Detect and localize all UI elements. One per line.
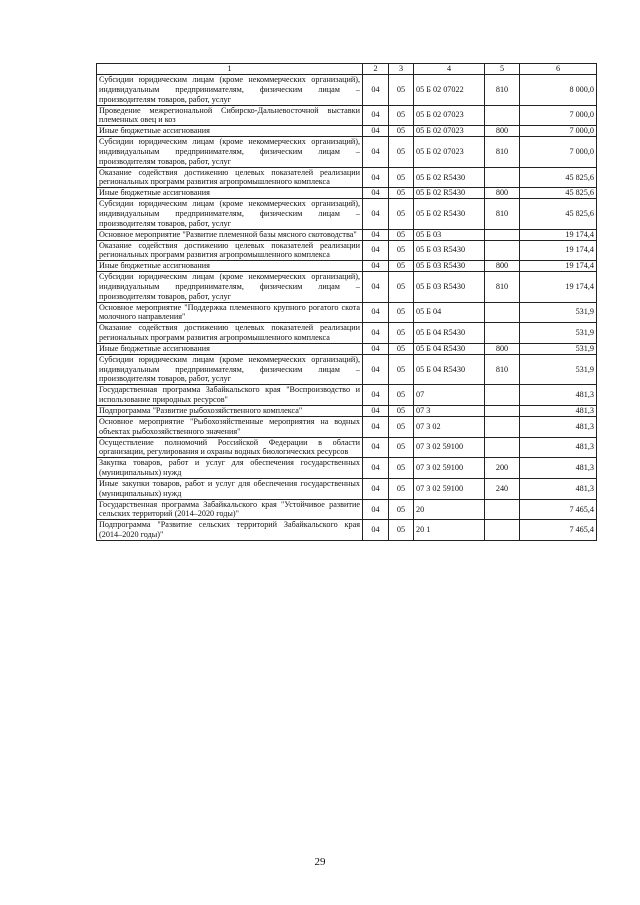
table-row <box>97 385 597 406</box>
row-subsection-cell: 05 <box>389 437 414 458</box>
row-section-cell: 04 <box>363 343 389 354</box>
header-cell: 1 <box>97 64 363 75</box>
row-subsection-cell: 05 <box>389 126 414 137</box>
row-amount-cell: 481,3 <box>520 478 597 499</box>
row-section-cell: 04 <box>363 126 389 137</box>
row-expense-type-cell <box>485 406 520 417</box>
row-target-article-cell: 05 Б 04 <box>414 302 485 323</box>
table-row <box>97 458 597 479</box>
row-expense-type-cell <box>485 229 520 240</box>
row-name-cell: Основное мероприятие "Рыбохозяйственные мероприятия на водных объектах рыбохозяйственного значения" <box>97 416 363 437</box>
row-subsection-cell: 05 <box>389 458 414 479</box>
row-subsection-cell: 05 <box>389 188 414 199</box>
row-target-article-cell: 05 Б 03 <box>414 229 485 240</box>
row-target-article-cell: 05 Б 02 07023 <box>414 126 485 137</box>
row-expense-type-cell <box>485 520 520 541</box>
row-amount-cell: 531,9 <box>520 354 597 385</box>
row-target-article-cell: 05 Б 02 R5430 <box>414 167 485 188</box>
row-subsection-cell: 05 <box>389 240 414 261</box>
row-name-cell: Иные бюджетные ассигнования <box>97 261 363 272</box>
row-subsection-cell: 05 <box>389 137 414 168</box>
row-expense-type-cell: 800 <box>485 343 520 354</box>
header-cell: 3 <box>389 64 414 75</box>
table-row <box>97 499 597 520</box>
row-name-cell: Иные бюджетные ассигнования <box>97 188 363 199</box>
row-name-cell: Оказание содействия достижению целевых показателей реализации региональных программ развития агропромышленного комплекса <box>97 167 363 188</box>
row-amount-cell: 531,9 <box>520 343 597 354</box>
row-amount-cell: 19 174,4 <box>520 240 597 261</box>
row-name-cell: Иные закупки товаров, работ и услуг для обеспечения государственных (муниципальных) нужд <box>97 478 363 499</box>
row-target-article-cell: 05 Б 03 R5430 <box>414 240 485 261</box>
header-cell: 6 <box>520 64 597 75</box>
row-target-article-cell: 07 3 02 59100 <box>414 437 485 458</box>
header-cell: 2 <box>363 64 389 75</box>
row-amount-cell: 481,3 <box>520 437 597 458</box>
header-cell: 4 <box>414 64 485 75</box>
row-name-cell: Субсидии юридическим лицам (кроме некоммерческих организаций), индивидуальным предпринимателям, физическим лицам – производителям товаров, работ, услуг <box>97 137 363 168</box>
table-row <box>97 126 597 137</box>
row-target-article-cell: 05 Б 02 R5430 <box>414 199 485 230</box>
row-section-cell: 04 <box>363 520 389 541</box>
table-header-row <box>97 64 597 75</box>
row-name-cell: Проведение межрегиональной Сибирско-Дальневосточной выставки племенных овец и коз <box>97 105 363 126</box>
row-target-article-cell: 05 Б 04 R5430 <box>414 354 485 385</box>
row-expense-type-cell <box>485 105 520 126</box>
row-subsection-cell: 05 <box>389 416 414 437</box>
table-row <box>97 416 597 437</box>
row-name-cell: Оказание содействия достижению целевых показателей реализации региональных программ развития агропромышленного комплекса <box>97 323 363 344</box>
header-cell: 5 <box>485 64 520 75</box>
row-section-cell: 04 <box>363 385 389 406</box>
row-expense-type-cell: 810 <box>485 75 520 106</box>
row-section-cell: 04 <box>363 478 389 499</box>
row-section-cell: 04 <box>363 354 389 385</box>
row-expense-type-cell: 800 <box>485 188 520 199</box>
row-name-cell: Субсидии юридическим лицам (кроме некоммерческих организаций), индивидуальным предпринимателям, физическим лицам – производителям товаров, работ, услуг <box>97 75 363 106</box>
row-subsection-cell: 05 <box>389 499 414 520</box>
row-target-article-cell: 07 3 02 59100 <box>414 458 485 479</box>
row-subsection-cell: 05 <box>389 229 414 240</box>
row-subsection-cell: 05 <box>389 354 414 385</box>
row-amount-cell: 7 000,0 <box>520 105 597 126</box>
row-amount-cell: 7 000,0 <box>520 126 597 137</box>
row-section-cell: 04 <box>363 137 389 168</box>
table-row <box>97 137 597 168</box>
table-row <box>97 167 597 188</box>
row-name-cell: Государственная программа Забайкальского края "Воспроизводство и использование природных ресурсов" <box>97 385 363 406</box>
row-subsection-cell: 05 <box>389 272 414 303</box>
row-amount-cell: 19 174,4 <box>520 272 597 303</box>
row-section-cell: 04 <box>363 188 389 199</box>
row-subsection-cell: 05 <box>389 323 414 344</box>
row-subsection-cell: 05 <box>389 302 414 323</box>
row-amount-cell: 531,9 <box>520 302 597 323</box>
row-expense-type-cell <box>485 240 520 261</box>
table-body <box>97 75 597 541</box>
row-name-cell: Иные бюджетные ассигнования <box>97 126 363 137</box>
row-subsection-cell: 05 <box>389 199 414 230</box>
row-expense-type-cell <box>485 323 520 344</box>
table-row <box>97 75 597 106</box>
row-expense-type-cell <box>485 302 520 323</box>
row-expense-type-cell: 240 <box>485 478 520 499</box>
row-subsection-cell: 05 <box>389 167 414 188</box>
row-amount-cell: 481,3 <box>520 406 597 417</box>
row-expense-type-cell: 200 <box>485 458 520 479</box>
row-target-article-cell: 05 Б 04 R5430 <box>414 343 485 354</box>
table-row <box>97 229 597 240</box>
row-amount-cell: 7 465,4 <box>520 520 597 541</box>
row-target-article-cell: 20 1 <box>414 520 485 541</box>
row-expense-type-cell <box>485 499 520 520</box>
row-target-article-cell: 20 <box>414 499 485 520</box>
table-row <box>97 261 597 272</box>
row-amount-cell: 481,3 <box>520 458 597 479</box>
row-target-article-cell: 05 Б 02 07022 <box>414 75 485 106</box>
row-subsection-cell: 05 <box>389 478 414 499</box>
row-section-cell: 04 <box>363 499 389 520</box>
row-amount-cell: 481,3 <box>520 416 597 437</box>
row-name-cell: Осуществление полномочий Российской Федерации в области организации, регулирования и охраны водных биологических ресурсов <box>97 437 363 458</box>
row-amount-cell: 19 174,4 <box>520 261 597 272</box>
table-row <box>97 302 597 323</box>
row-expense-type-cell: 810 <box>485 354 520 385</box>
row-target-article-cell: 05 Б 02 R5430 <box>414 188 485 199</box>
table-row <box>97 199 597 230</box>
row-name-cell: Подпрограмма "Развитие рыбохозяйственного комплекса" <box>97 406 363 417</box>
row-target-article-cell: 05 Б 02 07023 <box>414 105 485 126</box>
row-expense-type-cell: 800 <box>485 261 520 272</box>
table-row <box>97 478 597 499</box>
row-subsection-cell: 05 <box>389 105 414 126</box>
row-section-cell: 04 <box>363 167 389 188</box>
row-target-article-cell: 07 <box>414 385 485 406</box>
row-name-cell: Иные бюджетные ассигнования <box>97 343 363 354</box>
row-expense-type-cell <box>485 167 520 188</box>
row-expense-type-cell: 810 <box>485 199 520 230</box>
row-target-article-cell: 05 Б 03 R5430 <box>414 261 485 272</box>
row-section-cell: 04 <box>363 323 389 344</box>
row-amount-cell: 45 825,6 <box>520 167 597 188</box>
table-row <box>97 272 597 303</box>
row-amount-cell: 8 000,0 <box>520 75 597 106</box>
row-amount-cell: 45 825,6 <box>520 188 597 199</box>
row-expense-type-cell: 810 <box>485 137 520 168</box>
table-row <box>97 240 597 261</box>
row-target-article-cell: 05 Б 03 R5430 <box>414 272 485 303</box>
row-expense-type-cell: 800 <box>485 126 520 137</box>
row-subsection-cell: 05 <box>389 520 414 541</box>
row-target-article-cell: 05 Б 04 R5430 <box>414 323 485 344</box>
table-row <box>97 188 597 199</box>
row-section-cell: 04 <box>363 406 389 417</box>
row-section-cell: 04 <box>363 229 389 240</box>
table-row <box>97 343 597 354</box>
row-name-cell: Субсидии юридическим лицам (кроме некоммерческих организаций), индивидуальным предпринимателям, физическим лицам – производителям товаров, работ, услуг <box>97 272 363 303</box>
row-name-cell: Оказание содействия достижению целевых показателей реализации региональных программ развития агропромышленного комплекса <box>97 240 363 261</box>
row-amount-cell: 531,9 <box>520 323 597 344</box>
row-expense-type-cell <box>485 416 520 437</box>
row-subsection-cell: 05 <box>389 385 414 406</box>
table-row <box>97 323 597 344</box>
row-expense-type-cell <box>485 437 520 458</box>
row-section-cell: 04 <box>363 458 389 479</box>
row-amount-cell: 7 000,0 <box>520 137 597 168</box>
table-row <box>97 105 597 126</box>
row-section-cell: 04 <box>363 302 389 323</box>
budget-table <box>96 63 597 541</box>
row-amount-cell: 7 465,4 <box>520 499 597 520</box>
row-amount-cell: 481,3 <box>520 385 597 406</box>
row-target-article-cell: 07 3 02 <box>414 416 485 437</box>
row-section-cell: 04 <box>363 272 389 303</box>
row-target-article-cell: 05 Б 02 07023 <box>414 137 485 168</box>
row-section-cell: 04 <box>363 437 389 458</box>
row-section-cell: 04 <box>363 240 389 261</box>
row-target-article-cell: 07 3 02 59100 <box>414 478 485 499</box>
row-target-article-cell: 07 3 <box>414 406 485 417</box>
row-name-cell: Субсидии юридическим лицам (кроме некоммерческих организаций), индивидуальным предпринимателям, физическим лицам – производителям товаров, работ, услуг <box>97 354 363 385</box>
row-name-cell: Закупка товаров, работ и услуг для обеспечения государственных (муниципальных) нужд <box>97 458 363 479</box>
table-row <box>97 406 597 417</box>
row-subsection-cell: 05 <box>389 406 414 417</box>
table-row <box>97 437 597 458</box>
row-section-cell: 04 <box>363 75 389 106</box>
row-section-cell: 04 <box>363 416 389 437</box>
row-name-cell: Подпрограмма "Развитие сельских территорий Забайкальского края (2014–2020 годы)" <box>97 520 363 541</box>
row-expense-type-cell: 810 <box>485 272 520 303</box>
row-section-cell: 04 <box>363 199 389 230</box>
row-section-cell: 04 <box>363 105 389 126</box>
row-subsection-cell: 05 <box>389 261 414 272</box>
row-name-cell: Основное мероприятие "Поддержка племенного крупного рогатого скота молочного направления" <box>97 302 363 323</box>
page-number: 29 <box>314 856 326 868</box>
row-amount-cell: 19 174,4 <box>520 229 597 240</box>
row-name-cell: Основное мероприятие "Развитие племенной базы мясного скотоводства" <box>97 229 363 240</box>
row-subsection-cell: 05 <box>389 343 414 354</box>
row-expense-type-cell <box>485 385 520 406</box>
row-section-cell: 04 <box>363 261 389 272</box>
table-row <box>97 354 597 385</box>
row-name-cell: Субсидии юридическим лицам (кроме некоммерческих организаций), индивидуальным предпринимателям, физическим лицам – производителям товаров, работ, услуг <box>97 199 363 230</box>
row-name-cell: Государственная программа Забайкальского края "Устойчивое развитие сельских территорий (2014–2020 годы)" <box>97 499 363 520</box>
row-amount-cell: 45 825,6 <box>520 199 597 230</box>
row-subsection-cell: 05 <box>389 75 414 106</box>
table-row <box>97 520 597 541</box>
